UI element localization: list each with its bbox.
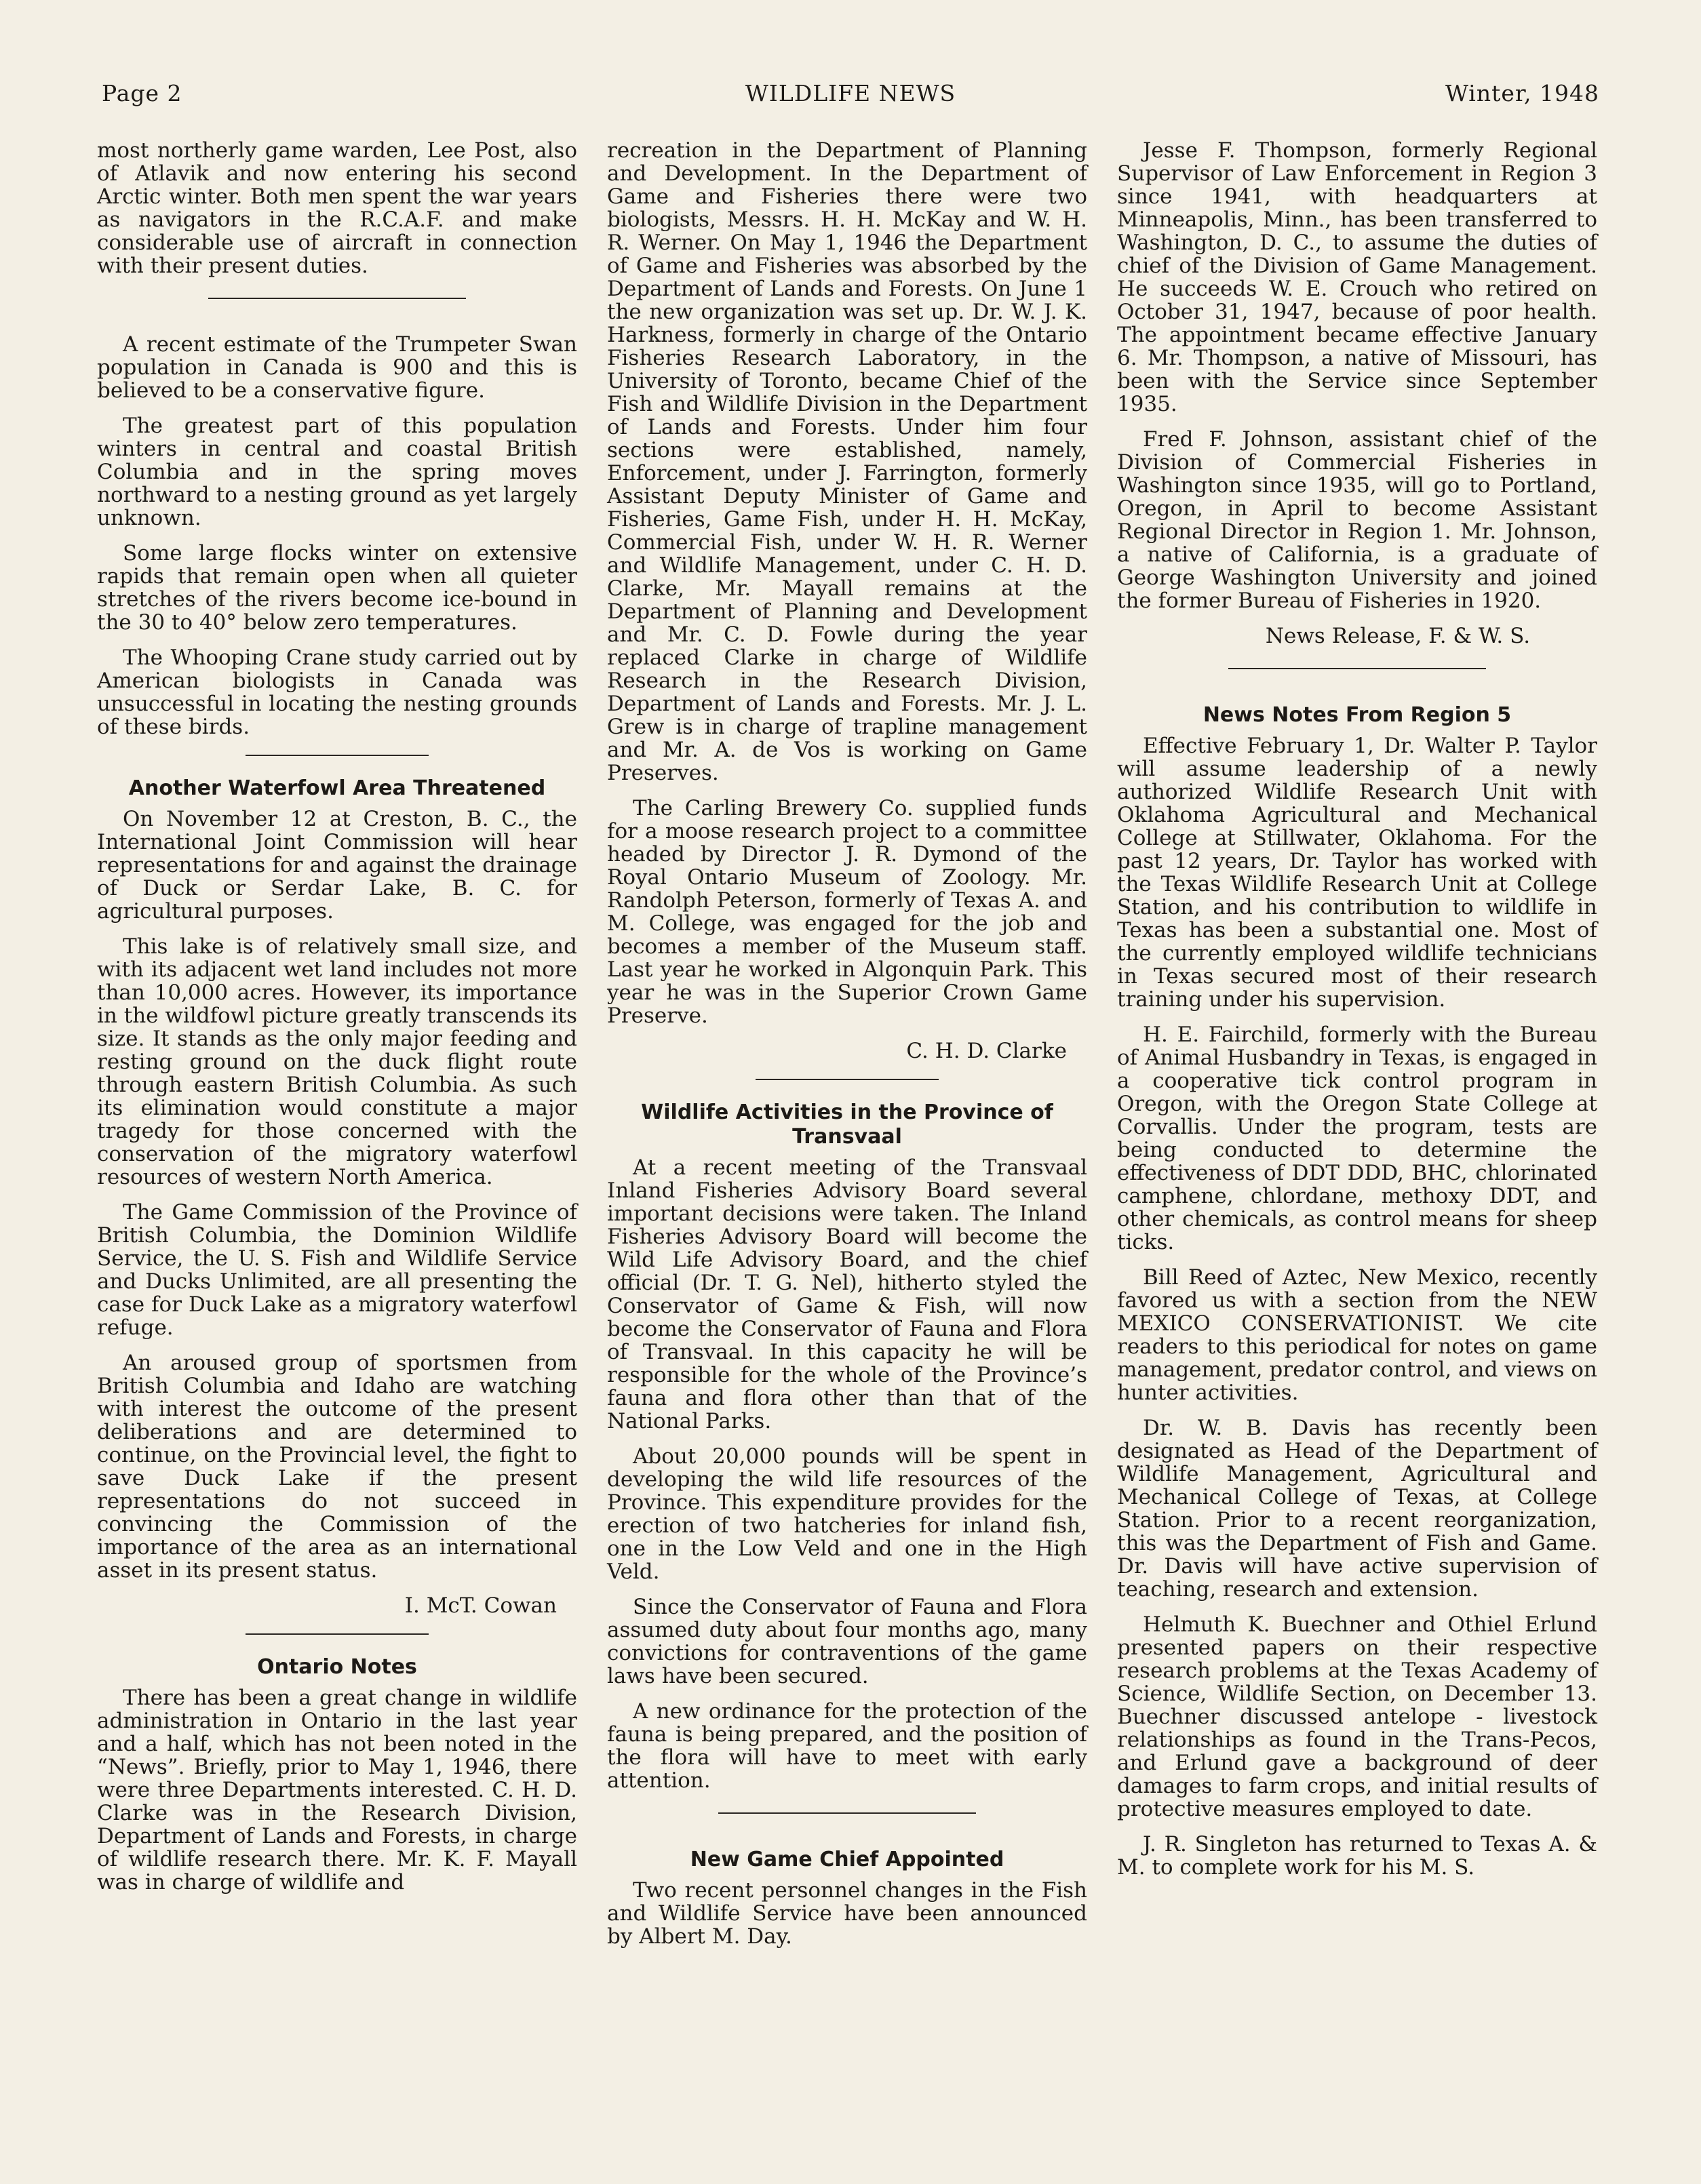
page-header	[102, 80, 1599, 114]
page-number: Page 2	[102, 80, 182, 106]
author-signature: C. H. D. Clarke	[906, 1039, 1067, 1063]
section-divider	[208, 298, 466, 299]
paragraph: H. E. Fairchild, formerly with the Bureau of Animal Husbandry in Texas, is engaged in a cooperative tick control program in Oregon, with the Oregon State College at Corvallis. Under the program, tests are being conducted to determine the effectiveness of DDT DDD, BHC, chlorinated camphene, chlordane, methoxy DDT, and other chemicals, as control means for sheep ticks.	[1117, 1022, 1597, 1254]
paragraph: An aroused group of sportsmen from British Columbia and Idaho are watching with interest the outcome of the present deliberations and are determined to continue, on the Provincial level, the fight to save Duck Lake if the present representations do not succeed in convincing the Commission of the importance of the area as an international asset in its present status.	[97, 1351, 577, 1583]
issue-date: Winter, 1948	[1445, 80, 1599, 106]
paragraph: J. R. Singleton has returned to Texas A. & M. to complete work for his M. S.	[1117, 1832, 1597, 1880]
section-divider	[718, 1812, 976, 1814]
author-signature: I. McT. Cowan	[404, 1593, 557, 1618]
paragraph: Since the Conservator of Fauna and Flora assumed duty about four months ago, many convictions for contraventions of the game laws have been secured.	[607, 1595, 1087, 1688]
paragraph: Effective February 1, Dr. Walter P. Taylor will assume leadership of a newly authorized Wildlife Research Unit with Oklahoma Agricultural and Mechanical College at Stillwater, Oklahoma. For the past 12 years, Dr. Taylor has worked with the Texas Wildlife Research Unit at College Station, and his contribution to wildlife in Texas has been a substantial one. Most of the currently employed wildlife technicians in Texas secured most of their research training under his supervision.	[1117, 734, 1597, 1012]
paragraph: At a recent meeting of the Transvaal Inland Fisheries Advisory Board several important decisions were taken. The Inland Fisheries Advisory Board will become the Wild Life Advisory Board, and the chief official (Dr. T. G. Nel), hitherto styled the Conservator of Game & Fish, will now become the Conservator of Fauna and Flora of Transvaal. In this capacity he will be responsible for the whole of the Province’s fauna and flora other than that of the National Parks.	[607, 1155, 1087, 1433]
paragraph: There has been a great change in wildlife administration in Ontario in the last year and a half, which has not been noted in the “News”. Briefly, prior to May 1, 1946, there were three Departments interested. C. H. D. Clarke was in the Research Division, Department of Lands and Forests, in charge of wildlife research there. Mr. K. F. Mayall was in charge of wildlife and	[97, 1686, 577, 1894]
section-divider	[1228, 668, 1486, 669]
paragraph: Helmuth K. Buechner and Othiel Erlund presented papers on their respective research problems at the Texas Academy of Science, Wildlife Section, on December 13. Buechner discussed antelope - livestock relationships as found in the Trans-Pecos, and Erlund gave a background of deer damages to farm crops, and initial results of protective measures employed to date.	[1117, 1612, 1597, 1821]
column-right	[1117, 139, 1597, 1891]
paragraph: This lake is of relatively small size, and with its adjacent wet land includes not more than 10,000 acres. However, its importance in the wildfowl picture greatly transcends its size. It stands as the only major feeding and resting ground on the duck flight route through eastern British Columbia. As such its elimination would constitute a major tragedy for those concerned with the conservation of the migratory waterfowl resources of western North America.	[97, 934, 577, 1189]
source-signature: News Release, F. & W. S.	[1265, 624, 1531, 648]
publication-title: WILDLIFE NEWS	[745, 80, 956, 106]
paragraph: The Carling Brewery Co. supplied funds for a moose research project to a committee headed by Director J. R. Dymond of the Royal Ontario Museum of Zoology. Mr. Randolph Peterson, formerly of Texas A. and M. College, was engaged for the job and becomes a member of the Museum staff. Last year he worked in Algonquin Park. This year he was in the Superior Crown Game Preserve.	[607, 796, 1087, 1028]
section-divider	[246, 1633, 429, 1635]
article-heading: New Game Chief Appointed	[690, 1848, 1004, 1871]
paragraph: Two recent personnel changes in the Fish and Wildlife Service have been announced by Albert M. Day.	[607, 1878, 1087, 1949]
column-middle	[607, 139, 1087, 1960]
paragraph: The greatest part of this population winters in central and coastal British Columbia and in the spring moves northward to a nesting ground as yet largely unknown.	[97, 414, 577, 530]
paragraph: Dr. W. B. Davis has recently been designated as Head of the Department of Wildlife Management, Agricultural and Mechanical College of Texas, at College Station. Prior to a recent reorganization, this was the Department of Fish and Game. Dr. Davis will have active supervision of teaching, research and extension.	[1117, 1416, 1597, 1602]
article-heading: Ontario Notes	[257, 1655, 417, 1679]
paragraph: The Game Commission of the Province of British Columbia, the Dominion Wildlife Service, the U. S. Fish and Wildlife Service and Ducks Unlimited, are all presenting the case for Duck Lake as a migratory waterfowl refuge.	[97, 1200, 577, 1340]
article-heading: Wildlife Activities in the Province of Transvaal	[641, 1100, 1053, 1149]
article-heading: Another Waterfowl Area Threatened	[128, 776, 546, 800]
section-divider	[246, 755, 429, 756]
column-left	[97, 139, 577, 1906]
paragraph: most northerly game warden, Lee Post, also of Atlavik and now entering his second Arctic winter. Both men spent the war years as navigators in the R.C.A.F. and make considerable use of aircraft in connection with their present duties.	[97, 138, 577, 278]
paragraph: Jesse F. Thompson, formerly Regional Supervisor of Law Enforcement in Region 3 since 1941, with headquarters at Minneapolis, Minn., has been transferred to Washington, D. C., to assume the duties of chief of the Division of Game Management. He succeeds W. E. Crouch who retired on October 31, 1947, because of poor health. The appointment became effective January 6. Mr. Thompson, a native of Missouri, has been with the Service since September 1935.	[1117, 138, 1597, 416]
article-heading: News Notes From Region 5	[1203, 703, 1512, 727]
section-divider	[756, 1079, 939, 1080]
paragraph: The Whooping Crane study carried out by American biologists in Canada was unsuccessful in locating the nesting grounds of these birds.	[97, 646, 577, 739]
paragraph: recreation in the Department of Planning and Development. In the Department of Game and Fisheries there were two biologists, Messrs. H. H. McKay and W. H. R. Werner. On May 1, 1946 the Department of Game and Fisheries was absorbed by the Department of Lands and Forests. On June 1 the new organization was set up. Dr. W. J. K. Harkness, formerly in charge of the Ontario Fisheries Research Laboratory, in the University of Toronto, became Chief of the Fish and Wildlife Division in the Department of Lands and Forests. Under him four sections were established, namely, Enforcement, under J. Farrington, formerly Assistant Deputy Minister of Game and Fisheries, Game Fish, under H. H. McKay, Commercial Fish, under W. H. R. Werner and Wildlife Management, under C. H. D. Clarke, Mr. Mayall remains at the Department of Planning and Development and Mr. C. D. Fowle during the year replaced Clarke in charge of Wildlife Research in the Research Division, Department of Lands and Forests. Mr. J. L. Grew is in charge of trapline management and Mr. A. de Vos is working on Game Preserves.	[607, 138, 1087, 785]
paragraph: A recent estimate of the Trumpeter Swan population in Canada is 900 and this is believed to be a conservative figure.	[97, 332, 577, 403]
paragraph: Some large flocks winter on extensive rapids that remain open when all quieter stretches of the rivers become ice-bound in the 30 to 40° below zero temperatures.	[97, 541, 577, 635]
paragraph: About 20,000 pounds will be spent in developing the wild life resources of the Province. This expenditure provides for the erection of two hatcheries for inland fish, one in the Low Veld and one in the High Veld.	[607, 1444, 1087, 1584]
paragraph: A new ordinance for the protection of the fauna is being prepared, and the position of the flora will have to meet with early attention.	[607, 1699, 1087, 1793]
paragraph: Bill Reed of Aztec, New Mexico, recently favored us with a section from the NEW MEXICO CONSERVATIONIST. We cite readers to this periodical for notes on game management, predator control, and views on hunter activities.	[1117, 1265, 1597, 1405]
paragraph: Fred F. Johnson, assistant chief of the Division of Commercial Fisheries in Washington since 1935, will go to Portland, Oregon, in April to become Assistant Regional Director in Region 1. Mr. Johnson, a native of California, is a graduate of George Washington University and joined the former Bureau of Fisheries in 1920.	[1117, 427, 1597, 613]
paragraph: On November 12 at Creston, B. C., the International Joint Commission will hear representations for and against the drainage of Duck or Serdar Lake, B. C. for agricultural purposes.	[97, 807, 577, 924]
